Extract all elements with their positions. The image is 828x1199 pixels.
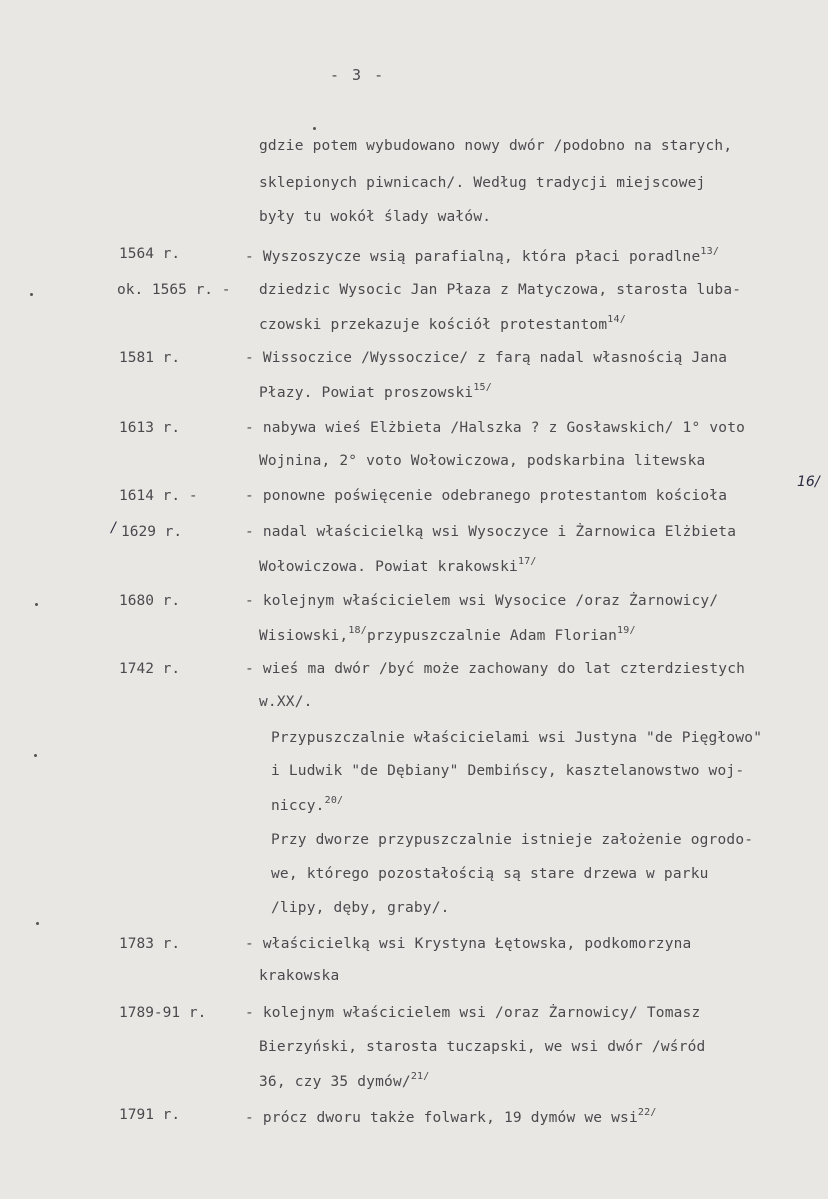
entry-date: 1742 r. xyxy=(119,661,181,677)
entry-line: - kolejnym właścicielem wsi Wysocice /oraz Żarnowicy/ xyxy=(245,593,719,609)
entry-line: - Wyszoszycze wsią parafialną, która płaci poradlne$^{13/}$ xyxy=(245,246,720,265)
entry-line: niccy.$^{20/}$ xyxy=(271,795,344,814)
entry-line: - wieś ma dwór /być może zachowany do lat czterdziestych xyxy=(245,661,746,677)
handwritten-tick-mark: / xyxy=(111,520,116,536)
entry-line: Wisiowski,$^{18/}$przypuszczalnie Adam Florian$^{19/}$ xyxy=(259,625,636,644)
intro-line: gdzie potem wybudowano nowy dwór /podobno na starych, xyxy=(259,138,733,154)
entry-date: 1564 r. xyxy=(119,246,181,262)
entry-line: w.XX/. xyxy=(259,694,313,710)
entry-date: 1613 r. xyxy=(119,420,181,436)
ink-dot xyxy=(313,127,316,130)
entry-date: 1791 r. xyxy=(119,1107,181,1123)
entry-line: Płazy. Powiat proszowski$^{15/}$ xyxy=(259,382,492,401)
entry-date: ok. 1565 r. - xyxy=(117,282,231,298)
entry-line: - nadal właścicielką wsi Wysoczyce i Żarnowica Elżbieta xyxy=(245,524,737,540)
intro-line: były tu wokół ślady wałów. xyxy=(259,209,492,225)
entry-line: - kolejnym właścicielem wsi /oraz Żarnowicy/ Tomasz xyxy=(245,1005,701,1021)
entry-line: - właścicielką wsi Krystyna Łętowska, podkomorzyna xyxy=(245,936,692,952)
entry-date: 1581 r. xyxy=(119,350,181,366)
ink-dot xyxy=(35,603,38,606)
entry-line: Bierzyński, starosta tuczapski, we wsi dwór /wśród xyxy=(259,1039,706,1055)
entry-line: - prócz dworu także folwark, 19 dymów we wsi$^{22/}$ xyxy=(245,1107,657,1126)
ink-dot xyxy=(34,754,37,757)
entry-line: Wojnina, 2° voto Wołowiczowa, podskarbina litewska xyxy=(259,453,706,469)
entry-line: i Ludwik "de Dębiany" Dembińscy, kasztelanowstwo woj- xyxy=(271,763,745,779)
entry-line: Przypuszczalnie właścicielami wsi Justyna "de Pięgłowo" xyxy=(271,730,763,746)
entry-line: /lipy, dęby, graby/. xyxy=(271,900,450,916)
entry-date: 1629 r. xyxy=(121,524,183,540)
entry-line: Wołowiczowa. Powiat krakowski$^{17/}$ xyxy=(259,556,537,575)
entry-line: czowski przekazuje kościół protestantom$^{14/}$ xyxy=(259,314,626,333)
ink-dot xyxy=(36,922,39,925)
intro-line: sklepionych piwnicach/. Według tradycji miejscowej xyxy=(259,175,706,191)
entry-line: - Wissoczice /Wyssoczice/ z farą nadal własnością Jana xyxy=(245,350,728,366)
ink-dot xyxy=(30,293,33,296)
handwritten-footnote-mark: 16/ xyxy=(797,474,820,490)
entry-date: 1789-91 r. xyxy=(119,1005,207,1021)
entry-date: 1614 r. - xyxy=(119,488,198,504)
entry-line: - nabywa wieś Elżbieta /Halszka ? z Gosławskich/ 1° voto xyxy=(245,420,746,436)
entry-line: Przy dworze przypuszczalnie istnieje założenie ogrodo- xyxy=(271,832,754,848)
page-number: - 3 - xyxy=(330,66,386,84)
entry-line: 36, czy 35 dymów/$^{21/}$ xyxy=(259,1071,430,1090)
entry-line: krakowska xyxy=(259,968,340,984)
entry-line: - ponowne poświęcenie odebranego protestantom kościoła xyxy=(245,488,728,504)
entry-line: dziedzic Wysocic Jan Płaza z Matyczowa, starosta luba- xyxy=(259,282,742,298)
entry-date: 1680 r. xyxy=(119,593,181,609)
entry-line: we, którego pozostałością są stare drzewa w parku xyxy=(271,866,709,882)
entry-date: 1783 r. xyxy=(119,936,181,952)
